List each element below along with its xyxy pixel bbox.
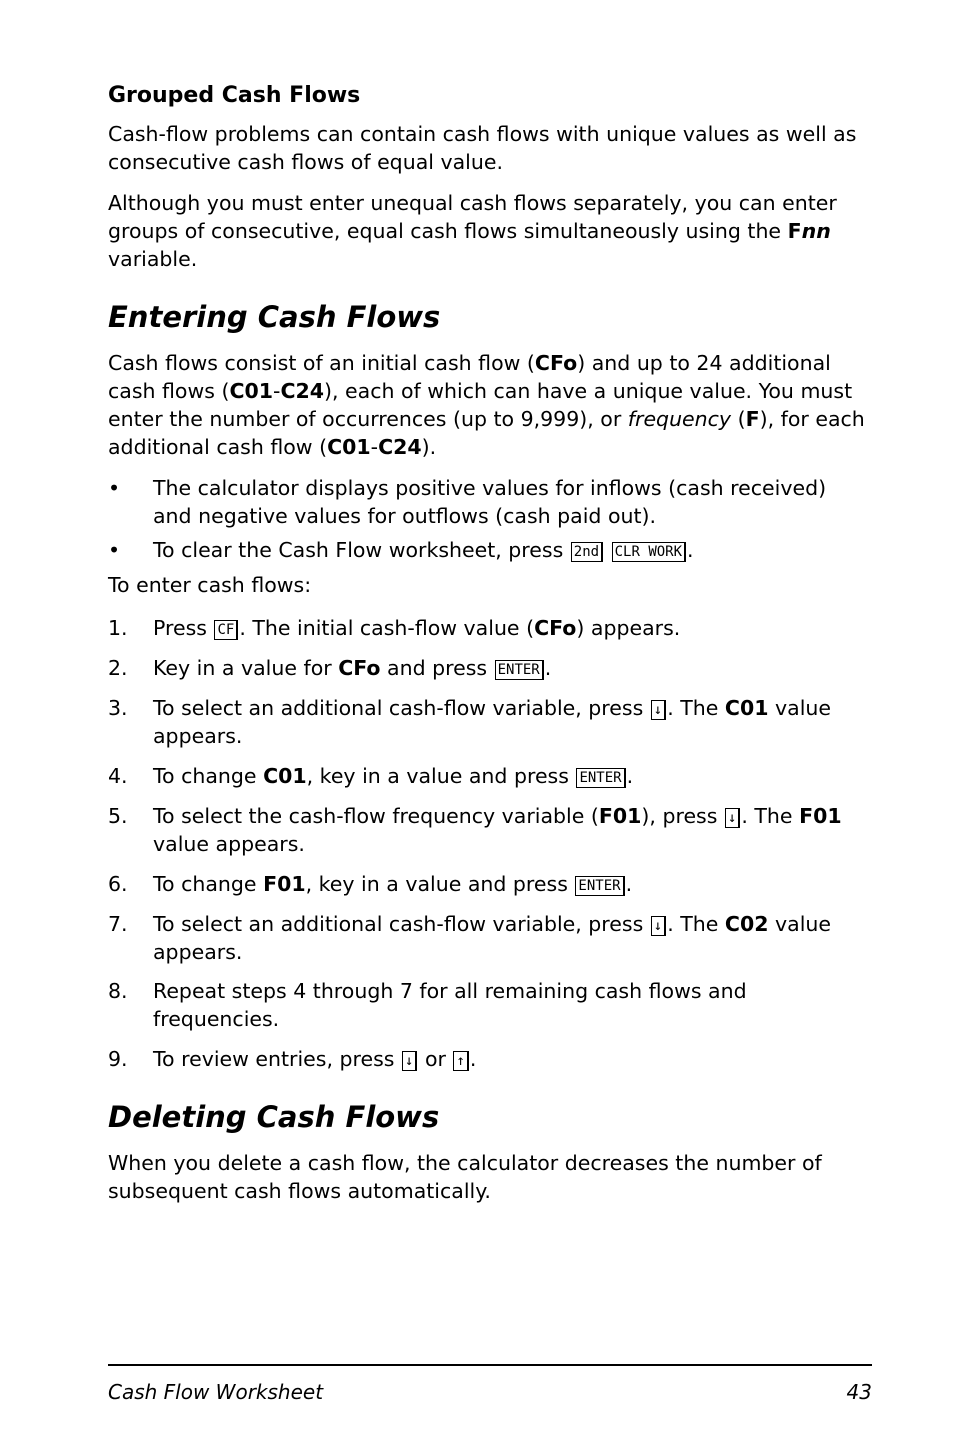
bullet-text: The calculator displays positive values for inflows (cash received) and negative values for outflows (cash paid out).: [153, 476, 827, 528]
footer-title: Cash Flow Worksheet: [108, 1380, 324, 1404]
step-number: 2.: [108, 656, 128, 680]
entering-intro-paragraph: Cash flows consist of an initial cash flow (CFo) and up to 24 additional cash flows (C01-C24), each of which can have a unique value. You must enter the number of occurrences (up to 9,999), or frequency (F), for each additional cash flow (C01-C24).: [108, 351, 865, 459]
step-number: 7.: [108, 912, 128, 936]
steps-intro: To enter cash flows:: [108, 573, 312, 597]
step-text: To change C01, key in a value and press ENTER .: [153, 764, 634, 788]
grouped-paragraph-1: Cash-flow problems can contain cash flows with unique values as well as consecutive cash flows of equal value.: [108, 122, 857, 174]
key-down-arrow: ↓: [651, 916, 666, 936]
bullet-text: To clear the Cash Flow worksheet, press 2nd CLR WORK .: [153, 538, 694, 562]
key-down-arrow: ↓: [725, 808, 740, 828]
step-number: 1.: [108, 616, 128, 640]
step-number: 3.: [108, 696, 128, 720]
key-down-arrow: ↓: [402, 1051, 417, 1071]
step-text: To review entries, press ↓ or ↑ .: [153, 1047, 477, 1071]
key-enter: ENTER: [495, 660, 544, 680]
step-text: To select the cash-flow frequency variable (F01), press ↓ . The F01 value appears.: [153, 804, 842, 856]
step-number: 6.: [108, 872, 128, 896]
deleting-paragraph: When you delete a cash flow, the calculator decreases the number of subsequent cash flows automatically.: [108, 1151, 822, 1203]
key-enter: ENTER: [575, 876, 624, 896]
key-down-arrow: ↓: [651, 700, 666, 720]
bullet-mark: •: [108, 538, 121, 562]
grouped-paragraph-2: Although you must enter unequal cash flows separately, you can enter groups of consecutive, equal cash flows simultaneously using the Fnn variable.: [108, 191, 837, 271]
step-text: To change F01, key in a value and press ENTER .: [153, 872, 633, 896]
bullet-mark: •: [108, 476, 121, 500]
key-cf: CF: [214, 620, 238, 640]
key-2nd: 2nd: [571, 542, 603, 562]
step-text: Key in a value for CFo and press ENTER .: [153, 656, 552, 680]
step-number: 4.: [108, 764, 128, 788]
step-number: 9.: [108, 1047, 128, 1071]
key-clr-work: CLR WORK: [612, 542, 686, 562]
deleting-cash-flows-heading: Deleting Cash Flows: [108, 1100, 440, 1134]
page-number: 43: [846, 1380, 872, 1404]
step-text: Press CF . The initial cash-flow value (CFo) appears.: [153, 616, 681, 640]
entering-cash-flows-heading: Entering Cash Flows: [108, 300, 441, 334]
footer-rule: [108, 1364, 872, 1366]
grouped-cash-flows-heading: Grouped Cash Flows: [108, 83, 361, 108]
step-number: 8.: [108, 979, 128, 1003]
step-text: Repeat steps 4 through 7 for all remaining cash flows and frequencies.: [153, 979, 747, 1031]
key-up-arrow: ↑: [453, 1051, 468, 1071]
step-number: 5.: [108, 804, 128, 828]
step-text: To select an additional cash-flow variable, press ↓ . The C02 value appears.: [153, 912, 831, 964]
key-enter: ENTER: [576, 768, 625, 788]
step-text: To select an additional cash-flow variable, press ↓ . The C01 value appears.: [153, 696, 831, 748]
